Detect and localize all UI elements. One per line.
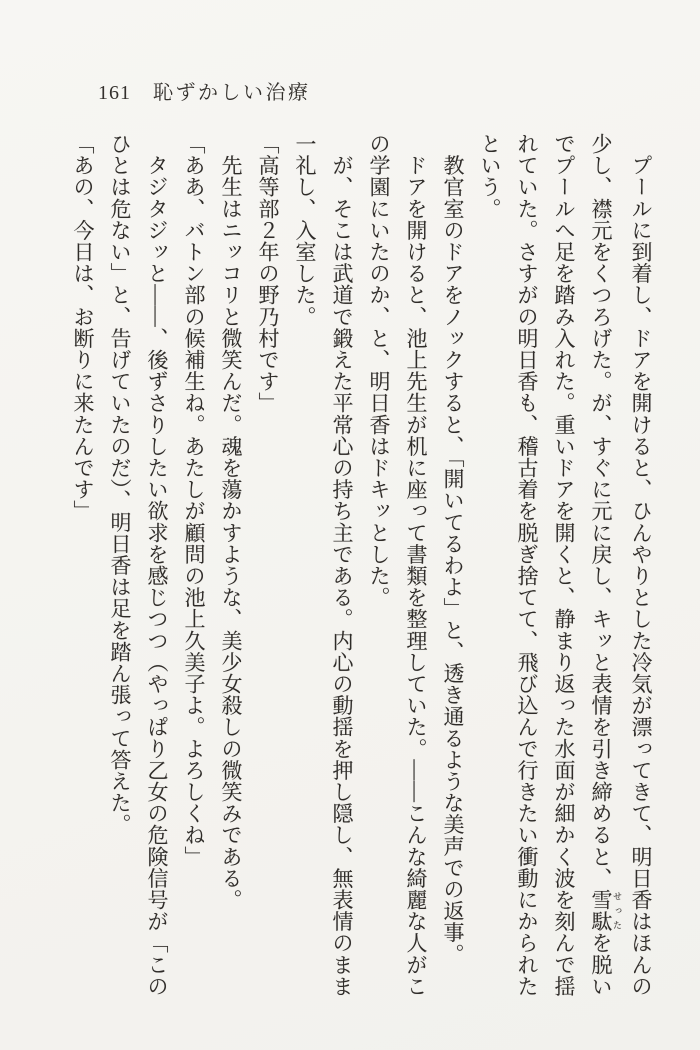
text-column: プールに到着し、ドアを開けると、ひんやりとした冷気が漂ってきて、明日香はほんの	[629, 133, 653, 997]
body-text	[63, 133, 659, 1005]
text-column: でプールへ足を踏み入れた。重いドアを開くと、静まり返った水面が細かく波を刻んで揺	[552, 133, 576, 997]
text-column: 先生はニッコリと微笑んだ。魂を蕩かすような、美少女殺しの微笑みである。	[219, 133, 243, 911]
text-column: が、そこは武道で鍛えた平常心の持ち主である。内心の動揺を押し隠し、無表情のまま	[330, 133, 354, 997]
text-column: タジタジッと――、後ずさりしたい欲求を感じつつ（やっぱり乙女の危険信号が「この	[145, 133, 169, 997]
page-header	[98, 76, 311, 105]
text-column: 「あの、今日は、お断りに来たんです」	[71, 133, 95, 522]
text-column: ドアを開けると、池上先生が机に座って書類を整理していた。――こんな綺麗な人がこ	[404, 133, 428, 997]
text-column: の学園にいたのか、と、明日香はドキッとした。	[367, 133, 391, 609]
text-column: 一礼し、入室した。	[293, 133, 317, 328]
page-number: 161	[98, 82, 131, 104]
text-column: という。	[478, 133, 502, 220]
text-column: 「高等部２年の野乃村です」	[256, 133, 280, 414]
text-column: ひとは危ない」と、告げていたのだ）、明日香は足を踏ん張って答えた。	[108, 133, 132, 836]
text-column: れていた。さすがの明日香も、稽古着を脱ぎ捨てて、飛び込んで行きたい衝動にかられた	[515, 133, 539, 997]
running-title: 恥ずかしい治療	[153, 82, 311, 104]
text-column: 「ああ、バトン部の候補生ね。あたしが顧問の池上久美子よ。よろしくね」	[182, 133, 206, 868]
text-column: 少し、襟元をくつろげた。が、すぐに元に戻し、キッと表情を引き締めると、雪駄 せったを脱い	[589, 133, 622, 998]
text-column: 教官室のドアをノックすると、「開いてるわよ」と、透き通るような美声での返事。	[441, 133, 465, 965]
